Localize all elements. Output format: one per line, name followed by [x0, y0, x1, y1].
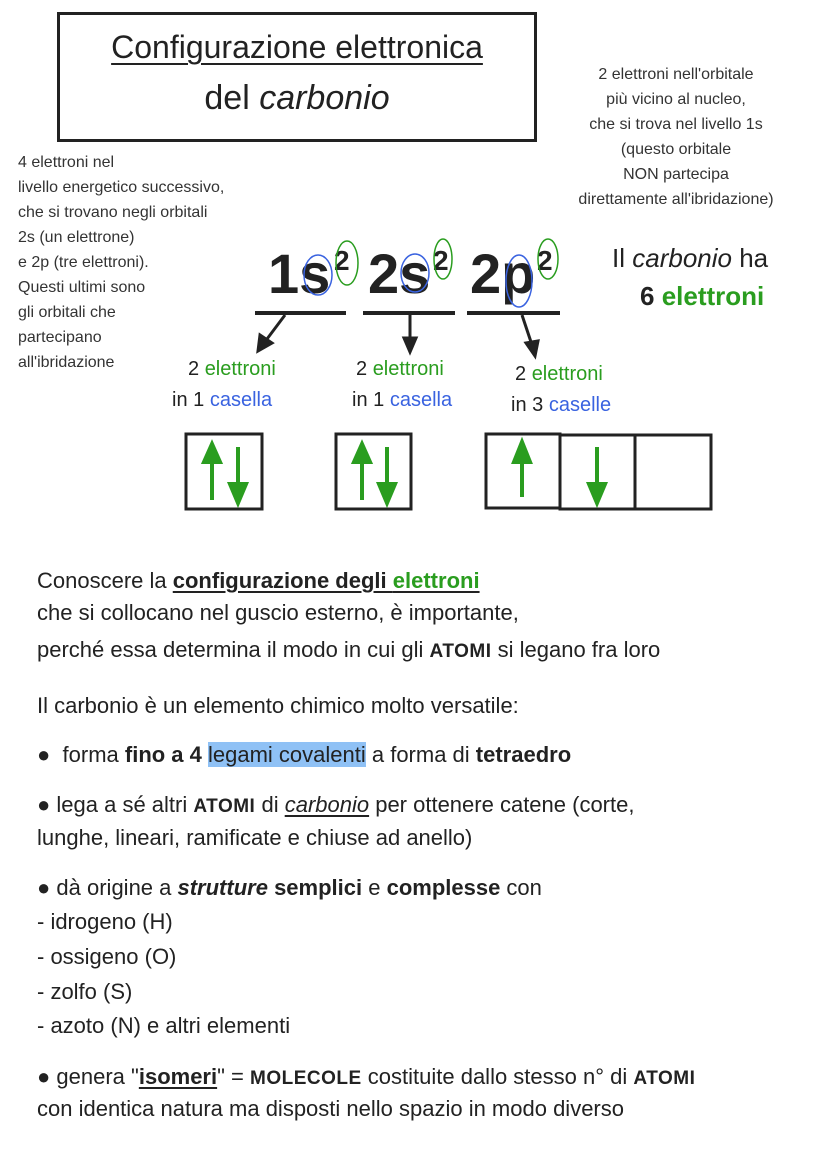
orbital-box — [186, 434, 262, 509]
note-line: 2s (un elettrone) — [18, 229, 135, 246]
note-line: (questo orbitale — [620, 141, 732, 158]
note-line: 2 elettroni nell'orbitale — [598, 66, 754, 83]
config-1s: 1s — [268, 242, 331, 305]
carbon-total-line1: Il carbonio ha — [612, 243, 769, 273]
bullet-1: ● forma fino a 4 legami covalenti a forma di tetraedro — [37, 742, 572, 767]
element-item: - azoto (N) e altri elementi — [37, 1013, 291, 1038]
note-line: partecipano — [18, 329, 102, 346]
note-line: NON partecipa — [623, 166, 729, 183]
note-line: direttamente all'ibridazione) — [578, 191, 774, 208]
carbon-total-line2: 6 elettroni — [640, 281, 765, 311]
exp-1s: 2 — [334, 245, 350, 276]
orbital-box — [635, 435, 711, 509]
note-line: e 2p (tre elettroni). — [18, 254, 149, 271]
body-p1: Conoscere la configurazione degli elettroni — [37, 568, 480, 593]
bullet-2-line2: lunghe, lineari, ramificate e chiuse ad anello) — [37, 825, 473, 850]
bullet-2: ● lega a sé altri ATOMI di carbonio per ottenere catene (corte, — [37, 792, 635, 817]
group-2-electrons: 2 elettroni — [356, 358, 444, 380]
note-line: più vicino al nucleo, — [606, 91, 746, 108]
group-2-boxes: in 1 casella — [352, 389, 453, 411]
group-3-boxes: in 3 caselle — [511, 394, 612, 416]
note-line: che si trovano negli orbitali — [18, 204, 208, 221]
orbital-box — [336, 434, 411, 509]
note-line: che si trova nel livello 1s — [589, 116, 763, 133]
note-line: all'ibridazione — [18, 354, 115, 371]
subtitle: del carbonio — [204, 79, 390, 117]
element-item: - idrogeno (H) — [37, 909, 173, 934]
config-2s: 2s — [368, 242, 431, 305]
body-p2: che si collocano nel guscio esterno, è importante, — [37, 600, 519, 625]
body-p4: Il carbonio è un elemento chimico molto versatile: — [37, 693, 519, 718]
title: Configurazione elettronica — [111, 29, 483, 65]
exp-2p: 2 — [537, 245, 553, 276]
bullet-4-line2: con identica natura ma disposti nello spazio in modo diverso — [37, 1096, 624, 1121]
highlighted-text: legami covalenti — [208, 742, 366, 767]
group-1-boxes: in 1 casella — [172, 389, 273, 411]
group-1-electrons: 2 elettroni — [188, 358, 276, 380]
bullet-4: ● genera "isomeri" = MOLECOLE costituite dallo stesso n° di ATOMI — [37, 1064, 696, 1089]
config-2p: 2p — [470, 242, 536, 305]
bullet-3: ● dà origine a strutture semplici e complesse con — [37, 875, 542, 900]
note-line: livello energetico successivo, — [18, 179, 225, 196]
group-3-electrons: 2 elettroni — [515, 363, 603, 385]
body-p3: perché essa determina il modo in cui gli ATOMI si legano fra loro — [37, 637, 661, 662]
note-line: Questi ultimi sono — [18, 279, 146, 296]
element-item: - ossigeno (O) — [37, 944, 177, 969]
exp-2s: 2 — [433, 245, 449, 276]
element-item: - zolfo (S) — [37, 979, 133, 1004]
note-line: gli orbitali che — [18, 304, 116, 321]
note-line: 4 elettroni nel — [18, 154, 115, 171]
